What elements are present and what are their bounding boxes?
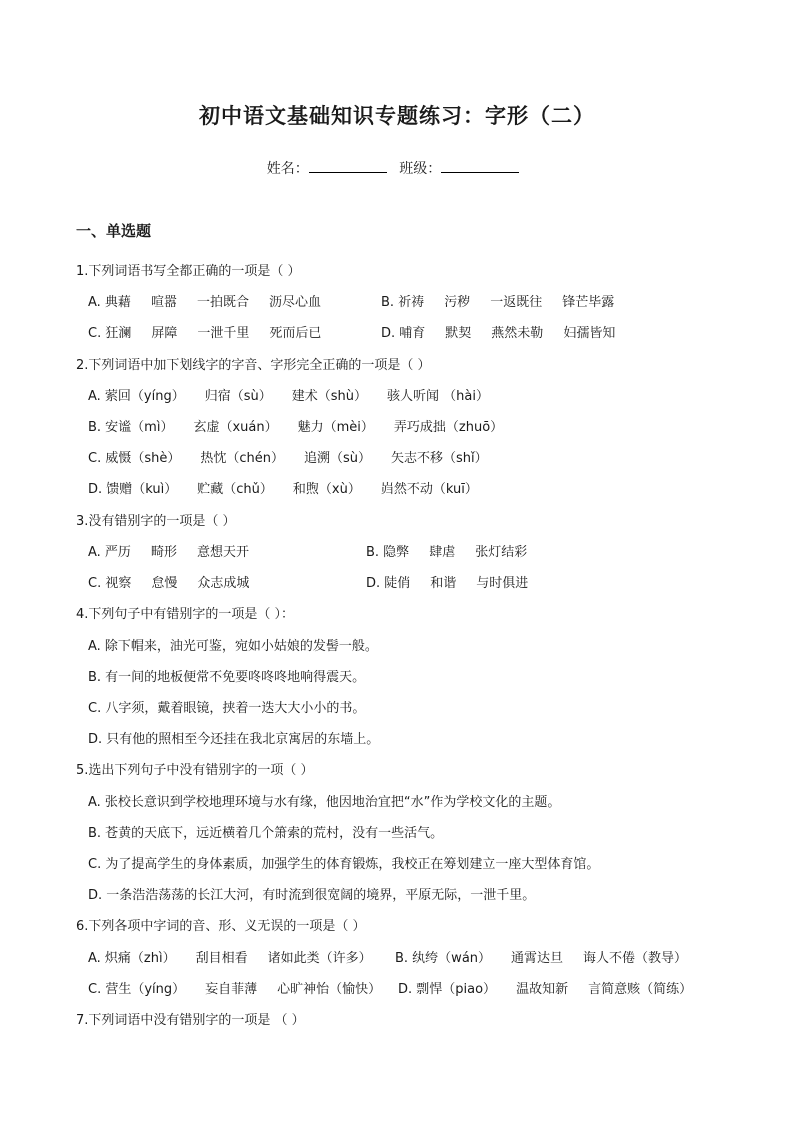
name-blank[interactable] <box>309 158 387 173</box>
q6-b-word-1: B. 纨绔（wán） <box>395 951 492 966</box>
q3-b-word-1: B. 隐弊 <box>366 545 410 560</box>
q1-b-word-2: 污秽 <box>444 295 471 310</box>
q1-d-word-1: D. 哺育 <box>381 326 426 341</box>
q4-option-d[interactable]: D. 只有他的照相至今还挂在我北京寓居的东墙上。 <box>88 732 380 747</box>
q3-option-a[interactable] <box>88 541 269 560</box>
q6-c-word-1: C. 营生（yíng） <box>88 982 186 997</box>
q2-a-word-2: 归宿（sù） <box>204 389 272 404</box>
q6-c-word-2: 妄自菲薄 <box>205 982 258 997</box>
q3-d-word-1: D. 陡俏 <box>366 576 411 591</box>
q2-c-word-3: 追溯（sù） <box>303 451 371 466</box>
q6-option-d[interactable] <box>398 978 712 997</box>
q6-a-word-3: 诸如此类（许多） <box>267 951 372 966</box>
q2-a-word-4: 骇人听闻 （hài） <box>387 389 489 404</box>
q1-b-word-3: 一返既往 <box>490 295 543 310</box>
q2-d-word-4: 岿然不动（kuī） <box>380 482 478 497</box>
q6-a-word-2: 刮目相看 <box>195 951 248 966</box>
q4-option-c[interactable]: C. 八字须，戴着眼镜，挟着一迭大大小小的书。 <box>88 701 366 716</box>
q3-c-word-3: 众志成城 <box>197 576 250 591</box>
q6-c-word-3: 心旷神怡（愉快） <box>277 982 382 997</box>
page-title: 初中语文基础知识专题练习：字形（二） <box>199 103 595 128</box>
q6-b-word-2: 通霄达旦 <box>511 951 564 966</box>
q3-d-word-2: 和谐 <box>430 576 457 591</box>
q2-b-word-1: B. 安谧（mì） <box>88 420 174 435</box>
q3-d-word-3: 与时俱进 <box>476 576 529 591</box>
q1-a-word-1: A. 典藉 <box>88 295 131 310</box>
q2-d-word-3: 和煦（xù） <box>292 482 361 497</box>
q2-option-c[interactable] <box>88 447 508 466</box>
q2-c-word-4: 矢志不移（shǐ） <box>391 451 488 466</box>
q1-a-word-2: 喧嚣 <box>150 295 177 310</box>
q6-option-a[interactable] <box>88 947 392 966</box>
class-label: 班级： <box>399 161 442 177</box>
q2-a-word-3: 建术（shù） <box>291 389 368 404</box>
q3-c-word-1: C. 视察 <box>88 576 132 591</box>
q1-a-word-4: 沥尽心血 <box>268 295 321 310</box>
q1-option-d[interactable] <box>381 322 635 341</box>
q3-option-b[interactable] <box>366 541 547 560</box>
q2-c-word-2: 热忱（chén） <box>200 451 284 466</box>
q2-b-word-3: 魅力（mèi） <box>297 420 374 435</box>
q5-option-c[interactable]: C. 为了提高学生的身体素质，加强学生的体育锻炼，我校正在筹划建立一座大型体育馆。 <box>88 857 600 872</box>
q6-d-word-3: 言简意赅（简练） <box>588 982 693 997</box>
q1-d-word-2: 默契 <box>445 326 472 341</box>
section-heading: 一、单选题 <box>76 222 152 240</box>
q3-option-c[interactable] <box>88 572 269 591</box>
q1-b-word-1: B. 祈祷 <box>381 295 425 310</box>
q4-option-a[interactable]: A. 除下帽来，油光可鉴，宛如小姑娘的发髻一般。 <box>88 639 378 654</box>
q6-d-word-1: D. 剽悍（piao） <box>398 982 497 997</box>
question-6-stem: 6.下列各项中字词的音、形、义无误的一项是（ ） <box>76 919 366 934</box>
q1-c-word-3: 一泄千里 <box>197 326 250 341</box>
q1-d-word-3: 燕然未勒 <box>491 326 544 341</box>
q1-option-b[interactable] <box>381 291 634 310</box>
q1-option-a[interactable] <box>88 291 341 310</box>
question-2-stem: 2.下列词语中加下划线字的字音、字形完全正确的一项是（ ） <box>76 358 431 373</box>
q2-d-word-1: D. 馈赠（kuì） <box>88 482 178 497</box>
q2-c-word-1: C. 威慑（shè） <box>88 451 181 466</box>
q3-a-word-2: 畸形 <box>150 545 177 560</box>
q2-d-word-2: 贮藏（chǔ） <box>197 482 273 497</box>
question-3-stem: 3.没有错别字的一项是（ ） <box>76 514 236 529</box>
q3-c-word-2: 怠慢 <box>151 576 178 591</box>
q2-a-word-1: A. 萦回（yíng） <box>88 389 185 404</box>
q5-option-d[interactable]: D. 一条浩浩荡荡的长江大河，有时流到很宽阔的境界，平原无际，一泄千里。 <box>88 888 536 903</box>
q6-a-word-1: A. 炽痛（zhì） <box>88 951 176 966</box>
q1-d-word-4: 妇孺皆知 <box>563 326 616 341</box>
q4-option-b[interactable]: B. 有一间的地板便常不免要咚咚咚地响得震天。 <box>88 670 366 685</box>
q1-c-word-2: 屏障 <box>151 326 178 341</box>
question-7-stem: 7.下列词语中没有错别字的一项是 （ ） <box>76 1013 305 1028</box>
q5-option-b[interactable]: B. 苍黄的天底下，远近横着几个箫索的荒村，没有一些活气。 <box>88 826 444 841</box>
q1-a-word-3: 一拍既合 <box>196 295 249 310</box>
q1-c-word-4: 死而后已 <box>269 326 322 341</box>
q1-c-word-1: C. 狂澜 <box>88 326 132 341</box>
q5-option-a[interactable]: A. 张校长意识到学校地理环境与水有缘，他因地治宜把“水”作为学校文化的主题。 <box>88 795 561 810</box>
question-4-stem: 4.下列句子中有错别字的一项是（ ）： <box>76 607 295 622</box>
q1-b-word-4: 锋芒毕露 <box>562 295 615 310</box>
q6-option-b[interactable] <box>395 947 707 966</box>
q2-b-word-4: 弄巧成拙（zhuō） <box>393 420 504 435</box>
q6-option-c[interactable] <box>88 978 401 997</box>
q3-b-word-3: 张灯结彩 <box>475 545 528 560</box>
name-label: 姓名： <box>266 161 309 177</box>
q3-option-d[interactable] <box>366 572 548 591</box>
q3-b-word-2: 肆虐 <box>429 545 456 560</box>
q2-b-word-2: 玄虚（xuán） <box>193 420 278 435</box>
q6-b-word-3: 诲人不倦（教导） <box>583 951 688 966</box>
question-5-stem: 5.选出下列句子中没有错别字的一项（ ） <box>76 763 314 778</box>
question-1-stem: 1.下列词语书写全都正确的一项是（ ） <box>76 264 301 279</box>
q3-a-word-1: A. 严历 <box>88 545 131 560</box>
name-class-line <box>0 158 794 178</box>
q3-a-word-3: 意想天开 <box>196 545 249 560</box>
q6-d-word-2: 温故知新 <box>516 982 569 997</box>
q2-option-b[interactable] <box>88 416 523 435</box>
q1-option-c[interactable] <box>88 322 341 341</box>
q2-option-a[interactable] <box>88 385 509 404</box>
class-blank[interactable] <box>441 158 519 173</box>
q2-option-d[interactable] <box>88 478 498 497</box>
